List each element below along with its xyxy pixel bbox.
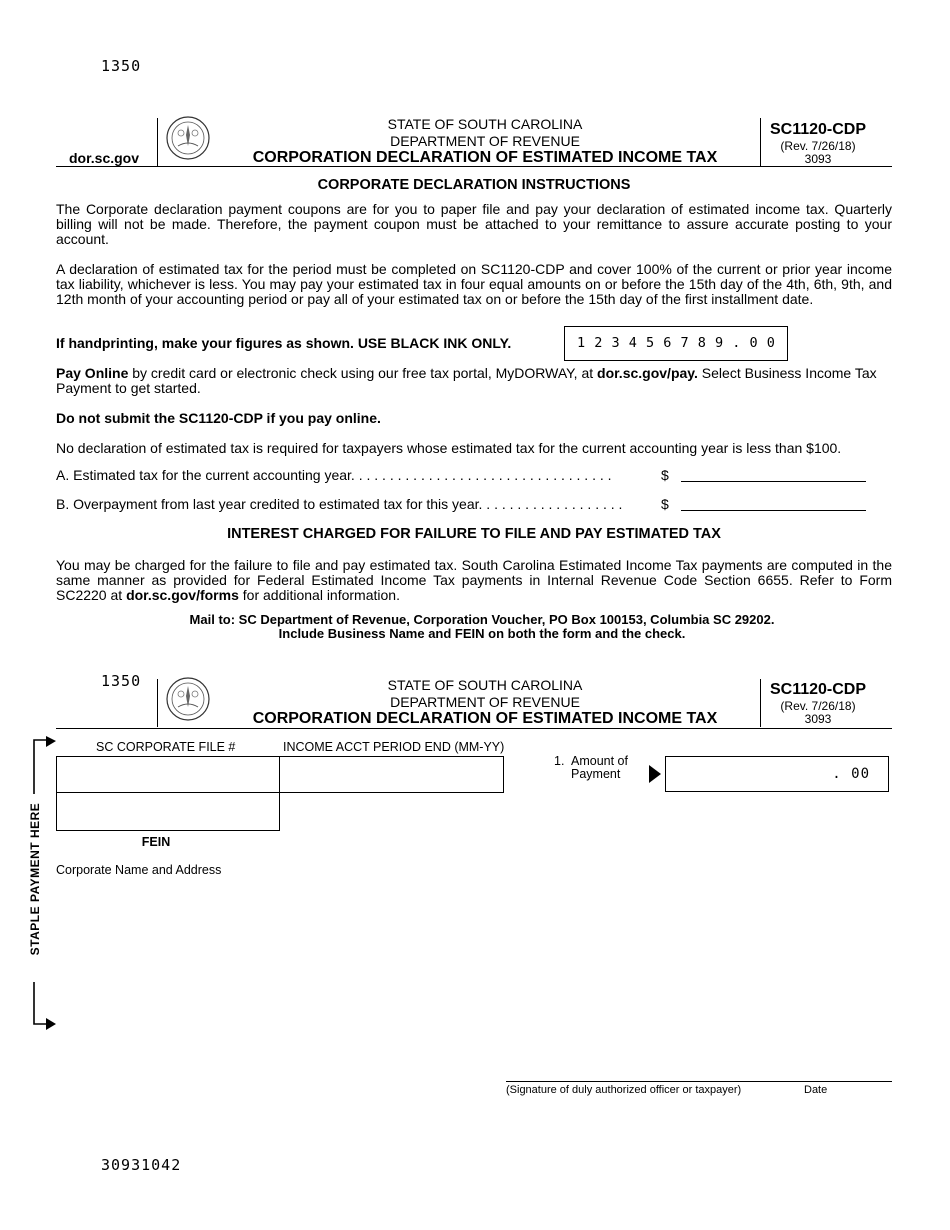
coupon-header-divider-left bbox=[157, 679, 158, 727]
coupon-header-state: STATE OF SOUTH CAROLINA bbox=[387, 677, 583, 693]
do-not-submit-note: Do not submit the SC1120-CDP if you pay online. bbox=[56, 410, 381, 426]
pay-online-text-2: Select Business Income Tax Payment to get started. bbox=[56, 365, 877, 396]
header-rule bbox=[56, 166, 892, 167]
line-a-dollar: $ bbox=[661, 467, 669, 483]
instructions-paragraph-1: The Corporate declaration payment coupons are for you to paper file and pay your declaration of estimated income tax. Quarterly billing will not be made. Therefore, the payment coupon must be attached to your remittance to assure accurate posting to your account. bbox=[56, 201, 892, 247]
staple-top-bracket-icon bbox=[28, 736, 60, 796]
line-b-input[interactable] bbox=[681, 510, 866, 511]
instructions-heading: CORPORATE DECLARATION INSTRUCTIONS bbox=[317, 177, 631, 193]
form-code-top: 1350 bbox=[101, 57, 142, 75]
state-seal-icon bbox=[166, 116, 210, 160]
coupon-header-department: DEPARTMENT OF REVENUE bbox=[390, 694, 580, 710]
interest-heading: INTEREST CHARGED FOR FAILURE TO FILE AND PAY ESTIMATED TAX bbox=[227, 526, 721, 542]
pay-online-text: by credit card or electronic check using our free tax portal, MyDORWAY, at bbox=[128, 365, 598, 381]
amount-payment-value: . 00 bbox=[832, 766, 870, 782]
coupon-header-rule bbox=[56, 728, 892, 729]
amount-payment-input[interactable] bbox=[665, 756, 889, 792]
coupon-form-revision: (Rev. 7/26/18) bbox=[780, 699, 856, 713]
interest-link[interactable]: dor.sc.gov/forms bbox=[126, 587, 239, 603]
line-a-label: A. Estimated tax for the current accounting year. . . . . . . . . . . . . . . . . . . . . . . . . . . . . . . . . . bbox=[56, 467, 612, 483]
amount-number: 1. bbox=[554, 754, 565, 768]
website: dor.sc.gov bbox=[69, 150, 140, 166]
amount-label-line2: Payment bbox=[571, 767, 621, 781]
no-declaration-note: No declaration of estimated tax is required for taxpayers whose estimated tax for the current accounting year is less than $100. bbox=[56, 440, 842, 456]
form-id: SC1120-CDP bbox=[769, 121, 867, 138]
period-end-label: INCOME ACCT PERIOD END (MM-YY) bbox=[283, 740, 505, 754]
header-department: DEPARTMENT OF REVENUE bbox=[390, 133, 580, 149]
fein-input[interactable] bbox=[56, 792, 280, 831]
mail-to: Mail to: SC Department of Revenue, Corporation Voucher, PO Box 100153, Columbia SC 29202. bbox=[189, 612, 775, 627]
pay-online-link[interactable]: dor.sc.gov/pay. bbox=[597, 365, 698, 381]
state-seal-icon bbox=[166, 677, 210, 721]
signature-label: (Signature of duly authorized officer or taxpayer) bbox=[506, 1084, 742, 1096]
interest-text: You may be charged for the failure to file and pay estimated tax. South Carolina Estimated Income Tax payments are computed in the same manner as provided for Federal Estimated Income Tax payments in Internal Revenue Code Section 6655. Refer to Form SC2220 at bbox=[56, 557, 892, 603]
interest-text-2: for additional information. bbox=[238, 587, 400, 603]
coupon-form-number: 3093 bbox=[804, 712, 832, 726]
header-state: STATE OF SOUTH CAROLINA bbox=[387, 116, 583, 132]
handprint-sample-box bbox=[564, 326, 788, 361]
line-b-label: B. Overpayment from last year credited to estimated tax for this year. . . . . . . . . . . . . . . . . . . bbox=[56, 496, 623, 512]
arrow-right-icon bbox=[648, 764, 662, 784]
handprint-label: If handprinting, make your figures as shown. USE BLACK INK ONLY. bbox=[56, 335, 512, 351]
signature-line[interactable] bbox=[506, 1081, 892, 1082]
date-label: Date bbox=[804, 1084, 828, 1096]
fein-label: FEIN bbox=[141, 835, 171, 849]
staple-bottom-bracket-icon bbox=[28, 980, 60, 1036]
corporate-file-label: SC CORPORATE FILE # bbox=[96, 740, 236, 754]
form-number: 3093 bbox=[804, 152, 832, 166]
form-code-coupon: 1350 bbox=[101, 672, 142, 690]
amount-label-line1: Amount of bbox=[571, 754, 628, 768]
header-title: CORPORATION DECLARATION OF ESTIMATED INCOME TAX bbox=[252, 149, 718, 166]
line-a-input[interactable] bbox=[681, 481, 866, 482]
header-divider-left bbox=[157, 118, 158, 166]
staple-payment-here: STAPLE PAYMENT HERE bbox=[28, 802, 42, 956]
include-note: Include Business Name and FEIN on both the form and the check. bbox=[278, 626, 686, 641]
instructions-paragraph-2: A declaration of estimated tax for the period must be completed on SC1120-CDP and cover 100% of the current or prior year income tax liability, whichever is less. You may pay your estimated tax in four equal amounts on or before the 15th day of the 4th, 6th, 9th, and 12th month of your accounting period or pay all of your estimated tax on or before the 15th day of the first installment date. bbox=[56, 261, 892, 307]
coupon-form-id: SC1120-CDP bbox=[769, 681, 867, 698]
pay-online-paragraph bbox=[56, 366, 892, 396]
form-code-bottom: 30931042 bbox=[101, 1156, 182, 1174]
pay-online-label: Pay Online bbox=[56, 365, 129, 381]
interest-paragraph bbox=[56, 558, 892, 603]
corporate-file-input[interactable] bbox=[56, 756, 280, 793]
handprint-sample: 1 2 3 4 5 6 7 8 9 . 0 0 bbox=[577, 335, 776, 351]
period-end-input[interactable] bbox=[279, 756, 504, 793]
form-revision: (Rev. 7/26/18) bbox=[780, 139, 856, 153]
line-b-dollar: $ bbox=[661, 496, 669, 512]
coupon-header-title: CORPORATION DECLARATION OF ESTIMATED INCOME TAX bbox=[252, 710, 718, 727]
corporate-name-label: Corporate Name and Address bbox=[56, 863, 222, 877]
